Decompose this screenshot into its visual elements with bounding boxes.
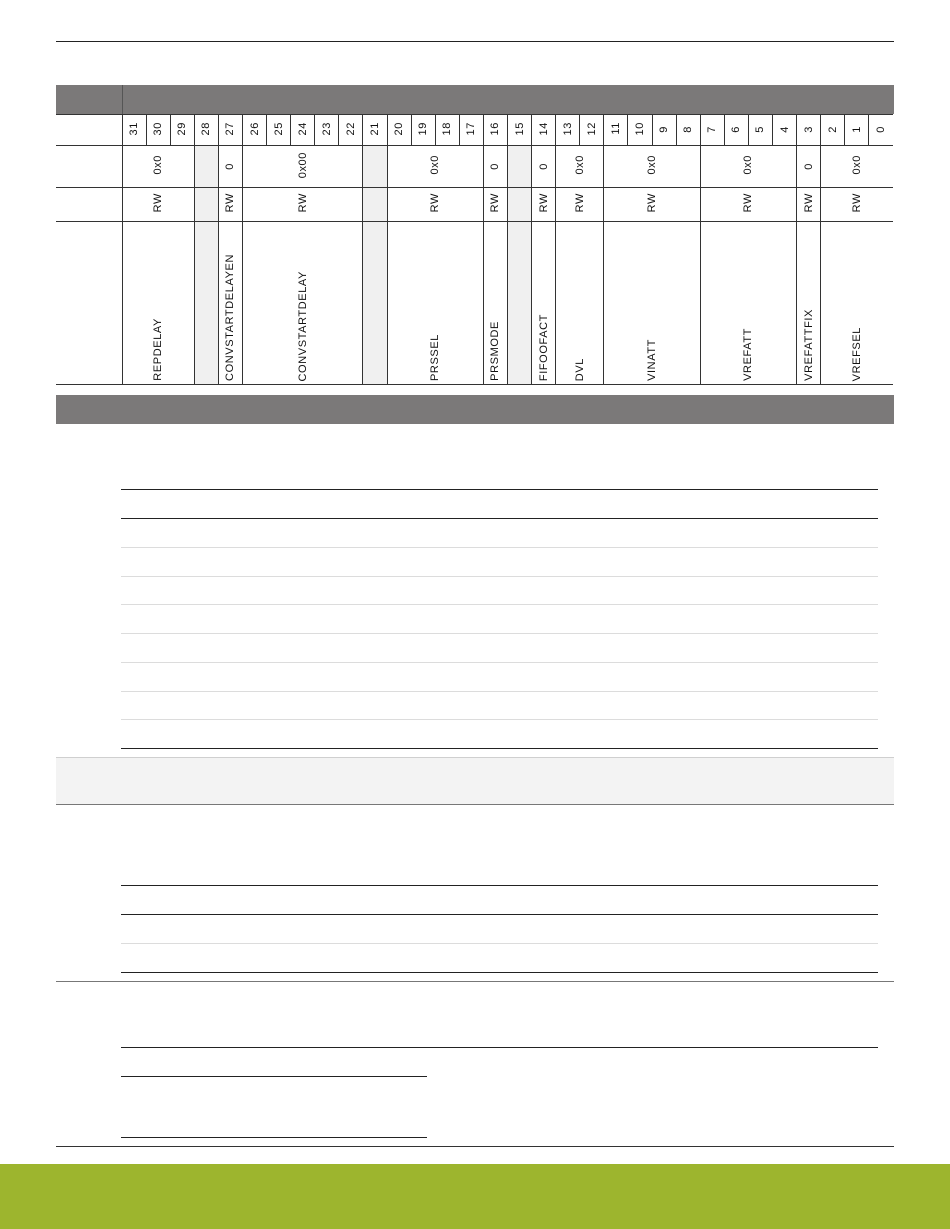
field-reset-value-text: 0 [537,162,550,170]
table-row-divider [121,576,878,577]
bit-number-label: 16 [489,121,502,136]
table-row-divider [121,604,878,605]
bit-number [580,115,604,146]
field-reset-value [122,146,194,188]
reset-value-row [56,146,893,188]
bit-number [508,115,532,146]
bit-number-label: 3 [802,126,815,133]
bit-number [676,115,700,146]
field-reset-value [700,146,796,188]
field-name [218,222,242,385]
reserved-field-row [56,757,894,805]
field-name [821,222,893,385]
field-name [532,222,556,385]
reserved-bit-cell [194,146,218,188]
bit-number [483,115,507,146]
field-access [122,188,194,222]
field-reset-value-text: 0x0 [429,155,442,175]
bit-number-label: 13 [561,121,574,136]
field-access [218,188,242,222]
field-reset-value-text: 0 [802,162,815,170]
field-reset-value-text: 0 [224,162,237,170]
bit-number-label: 7 [706,126,719,133]
table-row-divider [121,943,878,944]
field-reset-value-text: 0x0 [742,155,755,175]
reserved-bit-cell [508,146,532,188]
bit-number [435,115,459,146]
field-name [700,222,796,385]
header-divider [122,85,123,114]
field-access [821,188,893,222]
field-access-text: RW [573,193,586,213]
bit-number [267,115,291,146]
bit-number [194,115,218,146]
field-name [387,222,483,385]
bit-number-label: 9 [658,126,671,133]
field-name [604,222,700,385]
bit-number-label: 2 [826,126,839,133]
field-name [122,222,194,385]
field-description-header-bar [56,395,894,424]
bit-number [869,115,893,146]
bit-number [387,115,411,146]
bit-number [339,115,363,146]
field-reset-value [218,146,242,188]
field-name-text: REPDELAY [152,318,165,381]
register-header-bar [56,85,894,114]
reserved-bit-cell [194,222,218,385]
page-top-rule [56,41,894,42]
field-access [532,188,556,222]
field-access-text: RW [802,193,815,213]
field-name [483,222,507,385]
bit-number [146,115,170,146]
bit-number-label: 29 [176,121,189,136]
field-name-text: DVL [573,357,586,381]
bit-number-row [56,115,893,146]
field-access-text: RW [646,193,659,213]
bit-number-label: 20 [393,121,406,136]
access-row [56,188,893,222]
table-rule [121,1076,427,1077]
bit-number-label: 1 [850,126,863,133]
page-footer-band [0,1164,950,1229]
field-reset-value [532,146,556,188]
bit-number-label: 18 [441,121,454,136]
table-rule [121,1137,427,1138]
table-rule [121,518,878,519]
field-reset-value [797,146,821,188]
field-access-text: RW [537,193,550,213]
table-row-divider [121,633,878,634]
field-reset-value [483,146,507,188]
table-row-divider [121,547,878,548]
bit-number-label: 23 [320,121,333,136]
field-name [242,222,362,385]
bit-number-label: 10 [634,121,647,136]
bit-number-label: 11 [609,122,622,135]
field-access-text: RW [152,193,165,213]
field-reset-value [821,146,893,188]
field-name-text: PRSSEL [429,333,442,381]
field-reset-value-text: 0x0 [152,155,165,175]
bit-number [363,115,387,146]
field-name [797,222,821,385]
bit-number [411,115,435,146]
reserved-bit-cell [194,188,218,222]
table-row-divider [121,691,878,692]
bit-number-label: 24 [296,121,309,136]
field-reset-value-text: 0x0 [851,155,864,175]
field-access [387,188,483,222]
bit-number [700,115,724,146]
bit-number [122,115,146,146]
bit-number-label: 26 [248,121,261,136]
field-reset-value [556,146,604,188]
field-name-text: CONVSTARTDELAY [296,270,309,381]
bit-number [773,115,797,146]
field-reset-value-text: 0x00 [296,151,309,179]
bit-number [724,115,748,146]
bit-number-label: 19 [417,121,430,136]
bit-number-label: 22 [344,121,357,136]
field-access [242,188,362,222]
field-access-text: RW [851,193,864,213]
bit-row-label [56,115,122,146]
bit-number [652,115,676,146]
table-row-divider [121,719,878,720]
header-label-cell [56,85,122,114]
field-reset-value [604,146,700,188]
table-rule [121,489,878,490]
field-access [556,188,604,222]
table-rule [121,885,878,886]
table-rule [121,972,878,973]
reserved-bit-cell [508,222,532,385]
field-name-text: PRSMODE [489,321,502,381]
field-access-text: RW [489,193,502,213]
field-access-text: RW [429,193,442,213]
bit-number-label: 17 [465,121,478,136]
bit-number-label: 6 [730,126,743,133]
reserved-bit-cell [363,188,387,222]
bit-number [748,115,772,146]
bit-number [797,115,821,146]
bit-number [170,115,194,146]
table-rule [121,914,878,915]
table-row-divider [121,662,878,663]
table-rule [121,1047,878,1048]
bit-number-label: 25 [272,121,285,136]
field-access [483,188,507,222]
bit-number-label: 28 [200,121,213,136]
bit-number-label: 30 [152,121,165,136]
field-access [797,188,821,222]
bit-number [821,115,845,146]
access-row-label [56,188,122,222]
bit-number [532,115,556,146]
bit-number [242,115,266,146]
bit-number [218,115,242,146]
field-reset-value [242,146,362,188]
reserved-bit-cell [363,222,387,385]
field-separator [56,1146,894,1147]
field-access [604,188,700,222]
reserved-bit-cell [508,188,532,222]
field-name [556,222,604,385]
reserved-bit-cell [363,146,387,188]
bit-number-label: 0 [875,126,888,133]
field-reset-value-text: 0 [489,162,502,170]
field-name-row [56,222,893,385]
bit-number-label: 5 [754,126,767,133]
table-rule [121,748,878,749]
bit-number [628,115,652,146]
field-reset-value [387,146,483,188]
field-name-text: VREFATT [742,328,755,381]
bit-number-label: 31 [128,121,141,136]
bit-number-label: 15 [513,121,526,136]
field-name-text: VREFSEL [851,326,864,381]
field-access-text: RW [742,193,755,213]
bit-number [291,115,315,146]
field-access-text: RW [224,193,237,213]
field-reset-value-text: 0x0 [573,155,586,175]
field-name-text: VREFATTFIX [802,309,815,381]
bit-number-label: 12 [585,121,598,136]
field-access [700,188,796,222]
field-separator [56,981,894,982]
reset-row-label [56,146,122,188]
bit-number-label: 21 [368,121,381,136]
field-access-text: RW [296,193,309,213]
bit-number [845,115,869,146]
bit-number [459,115,483,146]
bit-number-label: 8 [682,126,695,133]
bit-number [315,115,339,146]
bit-number [556,115,580,146]
register-bit-table [56,114,893,385]
field-name-text: FIFOOFACT [537,313,550,381]
field-reset-value-text: 0x0 [646,155,659,175]
name-row-label [56,222,122,385]
bit-number [604,115,628,146]
bit-number-label: 4 [778,126,791,133]
field-name-text: CONVSTARTDELAYEN [224,254,237,381]
field-name-text: VINATT [646,339,659,381]
bit-number-label: 14 [537,121,550,136]
bit-number-label: 27 [224,121,237,136]
